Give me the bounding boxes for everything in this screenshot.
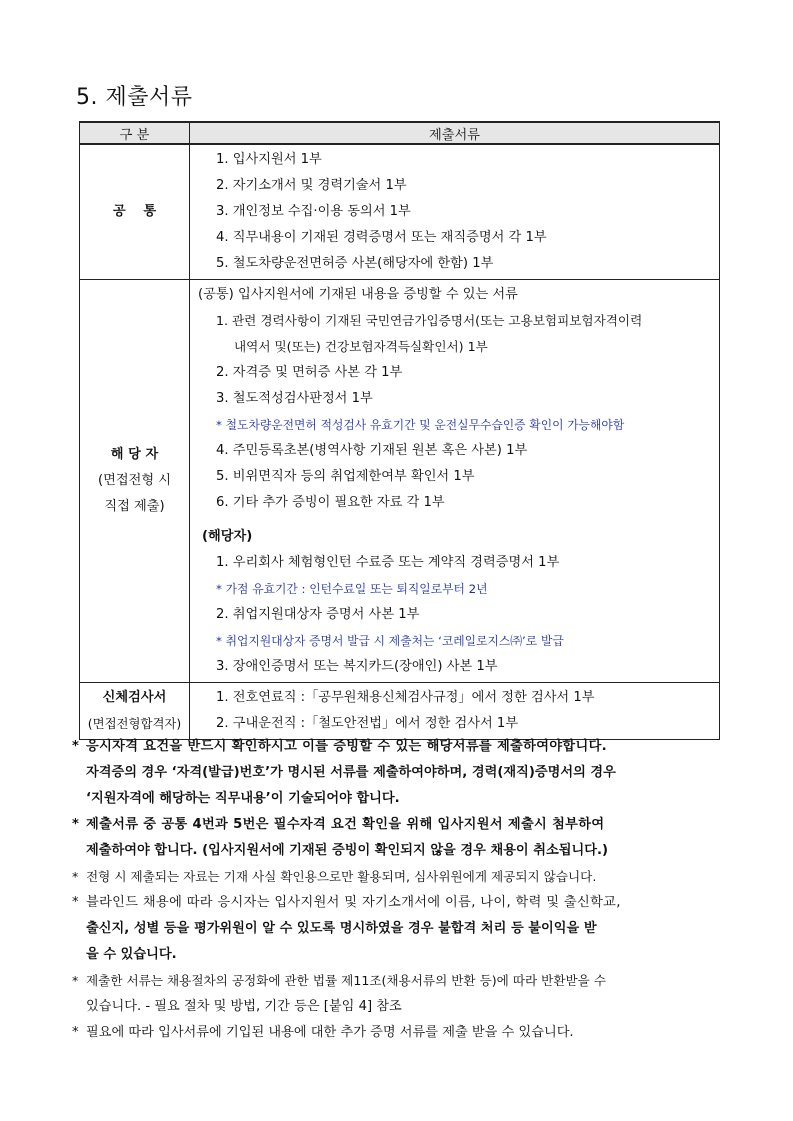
list-item: 3. 개인정보 수집·이용 동의서 1부 [216,204,411,219]
list-item: 3. 장애인증명서 또는 복지카드(장애인) 사본 1부 [216,659,498,674]
note-item-continued: 자격증의 경우 ‘자격(발급)번호’가 명시된 서류를 제출하여야하며, 경력(재직)증명서의 경우 [86,765,616,780]
category-applicable [80,280,190,683]
list-item: 5. 철도차량운전면허증 사본(해당자에 한함) 1부 [216,256,494,271]
list-item: 6. 기타 추가 증빙이 필요한 자료 각 1부 [216,495,445,510]
note-item-continued: ‘지원자격에 해당하는 직무내용’이 기술되어야 합니다. [86,791,400,806]
table-row-physical [80,683,720,740]
applicable-sub-head: (해당자) [202,529,253,544]
bullet-star-icon: * [72,869,79,884]
bullet-star-icon: * [72,739,80,754]
list-item: 4. 주민등록초본(병역사항 기재된 원본 혹은 사본) 1부 [216,443,528,458]
category-applicable-label: 해 당 자 [110,447,159,462]
note-item-continued: 출신지, 성별 등을 평가위원이 알 수 있도록 명시하였을 경우 불합격 처리 등 불이익을 받 [86,921,597,936]
note-item-continued: 제출하여야 합니다. (입사지원서에 기재된 증빙이 확인되지 않을 경우 채용이 취소됩니다.) [86,843,608,858]
bullet-star-icon: * [72,1025,79,1040]
list-note: * 가점 유효기간 : 인턴수료일 또는 퇴직일로부터 2년 [216,582,488,596]
documents-table [79,121,720,740]
category-applicable-sub2: 직접 제출) [104,499,165,514]
bullet-star-icon: * [72,973,79,988]
note-item: * 필요에 따라 입사서류에 기입된 내용에 대한 추가 증명 서류를 제출 받을 수 있습니다. [72,1020,722,1046]
list-item: 4. 직무내용이 기재된 경력증명서 또는 재직증명서 각 1부 [216,230,547,245]
section-title: 5. 제출서류 [76,85,193,110]
note-item: * 제출서류 중 공통 4번과 5번은 필수자격 요건 확인을 위해 입사지원서 제출시 첨부하여 [72,812,722,838]
note-item: * 전형 시 제출되는 자료는 기재 사실 확인용으로만 활용되며, 심사위원에게 제공되지 않습니다. [72,864,722,890]
header-documents: 제출서류 [190,122,720,144]
category-common [80,144,190,280]
list-item: 1. 입사지원서 1부 [216,152,322,167]
note-item-continued: 을 수 있습니다. [86,947,177,962]
list-item: 1. 전호연료직 :「공무원채용신체검사규정」에서 정한 검사서 1부 [216,690,595,705]
header-category: 구 분 [80,122,190,144]
list-item: 1. 관련 경력사항이 기재된 국민연금가입증명서(또는 고용보험피보험자격이력 [216,313,643,328]
bullet-star-icon: * [72,817,80,832]
list-item: 2. 구내운전직 :「철도안전법」에서 정한 검사서 1부 [216,716,519,731]
category-physical-sub: (면접전형합격자) [87,716,182,731]
list-item: 5. 비위면직자 등의 취업제한여부 확인서 1부 [216,469,475,484]
applicable-documents [190,280,720,683]
common-documents [190,144,720,280]
list-item: 2. 취업지원대상자 증명서 사본 1부 [216,607,420,622]
note-item-continued: 있습니다. - 필요 절차 및 방법, 기간 등은 [붙임 4] 참조 [86,999,402,1014]
table-header-row [80,122,720,144]
list-note: * 철도차량운전면허 적성검사 유효기간 및 운전실무수습인증 확인이 가능해야함 [216,418,625,432]
category-physical [80,683,190,740]
list-item: 1. 우리회사 체험형인턴 수료증 또는 계약직 경력증명서 1부 [216,555,560,570]
list-item-continued: 내역서 및(또는) 건강보험자격득실확인서) 1부 [234,339,488,354]
list-note: * 취업지원대상자 증명서 발급 시 제출처는 ‘코레일로지스㈜’로 발급 [216,634,564,648]
category-common-label: 공 통 [112,204,157,219]
table-row-applicable [80,280,720,683]
applicable-common-head: (공통) 입사지원서에 기재된 내용을 증빙할 수 있는 서류 [198,287,518,302]
notes-section [72,734,722,1046]
physical-documents [190,683,720,740]
note-item: * 응시자격 요건을 반드시 확인하시고 이를 증빙할 수 있는 해당서류를 제출하여야합니다. [72,734,722,760]
bullet-star-icon: * [72,895,79,910]
list-item: 3. 철도적성검사판정서 1부 [216,391,373,406]
list-item: 2. 자격증 및 면허증 사본 각 1부 [216,365,403,380]
category-applicable-sub1: (면접전형 시 [97,473,172,488]
note-item: * 제출한 서류는 채용절차의 공정화에 관한 법률 제11조(채용서류의 반환 등)에 따라 반환받을 수 [72,968,722,994]
list-item: 2. 자기소개서 및 경력기술서 1부 [216,178,407,193]
note-item: * 블라인드 채용에 따라 응시자는 입사지원서 및 자기소개서에 이름, 나이, 학력 및 출신학교, [72,890,722,916]
table-row-common [80,144,720,280]
category-physical-label: 신체검사서 [102,690,167,705]
